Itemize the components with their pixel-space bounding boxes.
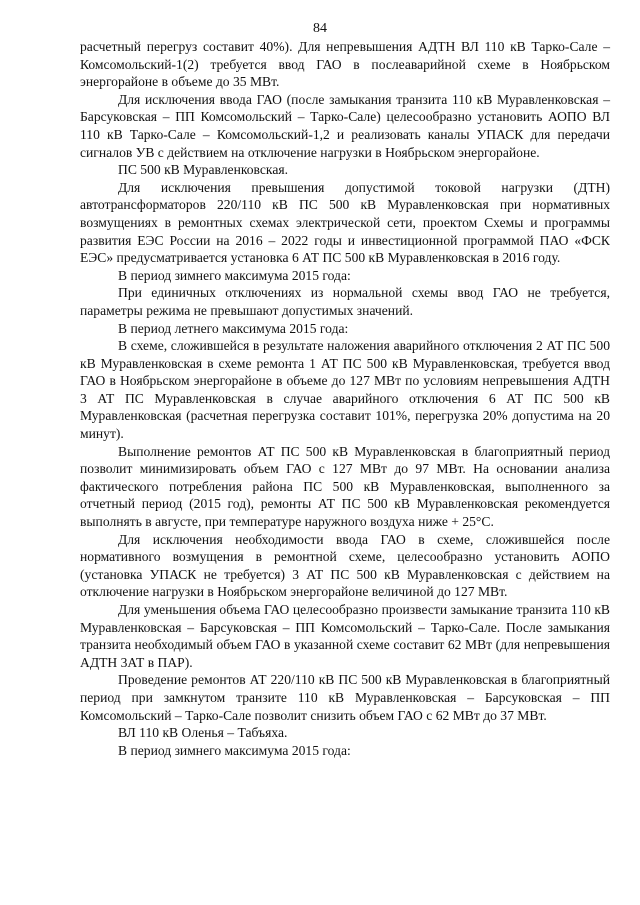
paragraph: Для исключения ввода ГАО (после замыкания транзита 110 кВ Муравленковская – Барсуковская – ПП Комсомольский – Тарко-Сале) целесообразно установить АОПО ВЛ 110 кВ Тарко-Сале – Комсомольский-1,2 и реализовать каналы УПАСК для передачи сигналов УВ с действием на отключение нагрузки в Ноябрьском энергорайоне.	[80, 91, 610, 160]
paragraph: Для исключения превышения допустимой токовой нагрузки (ДТН) автотрансформаторов 220/110 кВ ПС 500 кВ Муравленковская при нормативных возмущениях в ремонтных схемах электрической сети, проектом Схемы и программы развития ЕЭС России на 2016 – 2022 годы и инвестиционной программой ПАО «ФСК ЕЭС» предусматривается установка 6 АТ ПС 500 кВ Муравленковская в 2016 году.	[80, 179, 610, 266]
period-heading: В период летнего максимума 2015 года:	[118, 320, 349, 336]
period-heading: В период зимнего максимума 2015 года:	[118, 267, 351, 283]
paragraph: расчетный перегруз составит 40%). Для непревышения АДТН ВЛ 110 кВ Тарко-Сале – Комсомольский-1(2) требуется ввод ГАО в послеаварийной схеме в Ноябрьском энергорайоне в объеме до 35 МВт.	[80, 39, 610, 90]
paragraph: При единичных отключениях из нормальной схемы ввод ГАО не требуется, параметры режима не превышают допустимых значений.	[80, 285, 610, 318]
document-body	[80, 38, 610, 759]
paragraph: Выполнение ремонтов АТ ПС 500 кВ Муравленковская в благоприятный период позволит минимизировать объем ГАО с 127 МВт до 97 МВт. На основании анализа фактического потребления района ПС 500 кВ Муравленковская, выполненного за отчетный период (2015 год), ремонты АТ ПС 500 кВ Муравленковская рекомендуется выполнять в августе, при температуре наружного воздуха ниже + 25°С.	[80, 443, 610, 530]
section-heading: ВЛ 110 кВ Оленья – Табъяха.	[118, 725, 288, 741]
paragraph: В схеме, сложившейся в результате наложения аварийного отключения 2 АТ ПС 500 кВ Муравленковская в схеме ремонта 1 АТ ПС 500 кВ Муравленковская, требуется ввод ГАО в Ноябрьском энергорайоне в объеме до 127 МВт по условиям непревышения АДТН 3 АТ ПС Муравленковская в случае аварийного отключения 6 АТ ПС 500 кВ Муравленковская (расчетная перегрузка составит 101%, перегрузка 20% допустима на 20 минут).	[80, 338, 610, 442]
paragraph: Для уменьшения объема ГАО целесообразно произвести замыкание транзита 110 кВ Муравленковская – Барсуковская – ПП Комсомольский – Тарко-Сале. После замыкания транзита необходимый объем ГАО в указанной схеме составит 62 МВт (для непревышения АДТН 3АТ в ПАР).	[80, 602, 610, 670]
period-heading: В период зимнего максимума 2015 года:	[118, 742, 351, 758]
paragraph: Для исключения необходимости ввода ГАО в схеме, сложившейся после нормативного возмущения в ремонтной схеме, целесообразно установить АОПО (установка УПАСК не требуется) 3 АТ ПС 500 кВ Муравленковская с действием на отключение нагрузки в Ноябрьском энергорайоне величиной до 127 МВт.	[80, 531, 610, 600]
section-heading: ПС 500 кВ Муравленковская.	[118, 162, 289, 178]
paragraph: Проведение ремонтов АТ 220/110 кВ ПС 500 кВ Муравленковская в благоприятный период при замкнутом транзите 110 кВ Муравленковская – Барсуковская – ПП Комсомольский – Тарко-Сале позволит снизить объем ГАО с 62 МВт до 37 МВт.	[80, 672, 610, 723]
page-number: 84	[313, 21, 327, 36]
